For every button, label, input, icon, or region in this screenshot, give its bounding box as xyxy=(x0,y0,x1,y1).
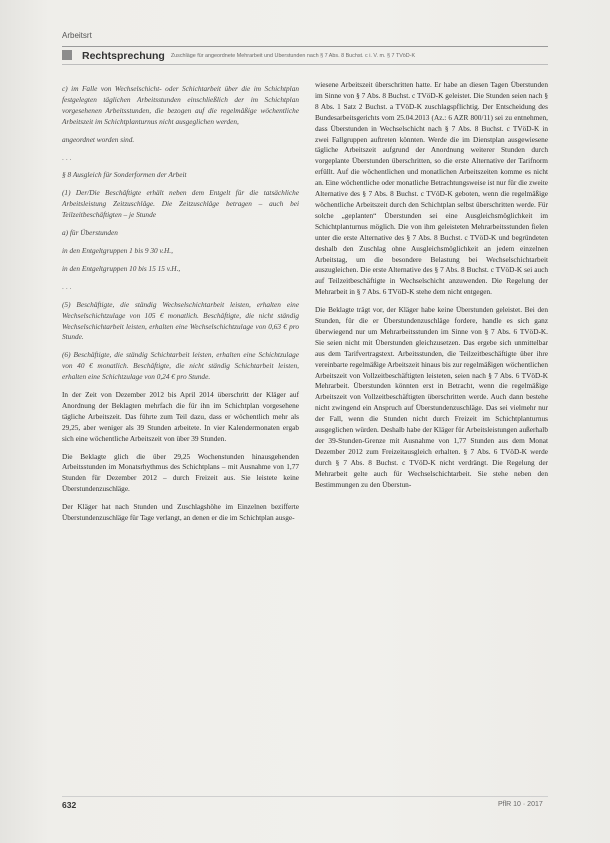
paragraph: In der Zeit von Dezember 2012 bis April 2014 überschritt der Kläger auf Anordnung der Beklagten mehrfach die für ihn im Schichtplan vorgesehene tägliche Arbeitszeit. Das führte zum Teil dazu, dass er wöchentlich mehr als 29,25, aber weniger als 39 Stunden arbeitete. In vier Kalendermonaten ergab sich eine wöchentliche Arbeitszeit von über 39 Stunden. xyxy=(62,390,299,443)
header-bar xyxy=(62,46,548,65)
paragraph: Die Beklagte glich die über 29,25 Wochenstunden hinausgehenden Arbeitsstunden im Monatsrhythmus des Schichtplans – mit Ausnahme von 1,77 Stunden für Dezember 2012 – durch Freizeit aus. Sie leistete keine Überstundenzuschläge. xyxy=(62,451,299,494)
header-subtitle: Zuschläge für angeordnete Mehrarbeit und Überstunden nach § 7 Abs. 8 Buchst. c i. V. m. § 7 TVöD-K xyxy=(170,52,416,59)
paragraph: (6) Beschäftigte, die ständig Schichtarbeit leisten, erhalten eine Schichtzulage von 40 € monatlich. Beschäftigte, die nicht ständig Schichtarbeit leisten, erhalten eine Schichtzulage von 0,24 € pro Stunde. xyxy=(62,350,299,382)
paragraph: c) im Falle von Wechselschicht- oder Schichtarbeit über die im Schichtplan festgelegten täglichen Arbeitsstunden einschließlich der im Schichtplan vorgesehenen Arbeitsstunden, die bezogen auf die regelmäßige wöchentliche Arbeitszeit im Schichtplanturnus nicht ausgeglichen werden, xyxy=(62,84,299,126)
header-title: Rechtsprechung xyxy=(82,49,165,62)
paragraph: (1) Der/Die Beschäftigte erhält neben dem Entgelt für die tatsächliche Arbeitsleistung Zeitzuschläge. Die Zeitzuschläge betragen – auch bei Teilzeitbeschäftigten – je Stunde xyxy=(62,188,299,220)
section-label: Arbeitsrt xyxy=(62,31,92,40)
paragraph: ... xyxy=(62,152,74,162)
paragraph: ... xyxy=(62,281,74,291)
paragraph: a) für Überstunden xyxy=(62,228,118,238)
paragraph: wiesene Arbeitszeit überschritten hatte. Er habe an diesen Tagen Überstunden im Sinne von § 7 Abs. 8 Buchst. c TVöD-K geleistet. Die Stunden seien nach § 8 Abs. 1 Satz 2 Buchst. a TVöD-K zuschlagspflichtig. Der Entscheidung des Bundesarbeitsgerichts vom 25.04.2013 (Az.: 6 AZR 800/11) sei zu entnehmen, dass Überstunden in Wechselschicht nach § 7 Abs. 8 Buchst. c TVöD-K in zwei Fallgruppen auftreten könnten. Werde die im Dienstplan ausgewiesene tägliche Arbeitszeit aufgrund der Anordnung weiterer Stunden durch vorgeplante Überstunden überschritten, so die erste Alternative der Tarifnorm erfüllt. Auf die wöchentlichen und monatlichen Arbeitszeiten komme es nicht an. Eine wöchentliche oder monatliche Betrachtungsweise ist nur für die zweite Alternative des § 7 Abs. 8 Buchst. c TVöD-K geboten, wenn die regelmäßige wöchentliche Arbeitszeit durch den Schichtplan selbst überschritten werde. Für solche „geplanten“ Überstunden sei eine Ausgleichsmöglichkeit im Schichtplanturnus möglich. Die von ihm geleisteten Mehrarbeitsstunden fielen unter die erste Alternative des § 7 Abs. 8 Buchst. c TVöD-K und begründeten deshalb den Zuschlag ohne Ausgleichsmöglichkeit an jedem einzelnen Arbeitstag, um die besondere Belastung bei Wechselschichtarbeit auszugleichen. Die erste Alternative des § 7 Abs. 8 Buchst. c TVöD-K sei auch auf Teilzeitbeschäftigte in Wechselschicht anzuwenden. Die Regelung der Mehrarbeit in § 7 Abs. 6 TVöD-K stehe dem nicht entgegen. xyxy=(315,80,548,297)
paragraph: § 8 Ausgleich für Sonderformen der Arbeit xyxy=(62,170,187,180)
paragraph: (5) Beschäftigte, die ständig Wechselschichtarbeit leisten, erhalten eine Wechselschichtzulage von 105 € monatlich. Beschäftigte, die nicht ständig Wechselschichtarbeit leisten, erhalten eine Wechselschichtzulage von 0,63 € pro Stunde. xyxy=(62,299,299,342)
paragraph: angeordnet worden sind. xyxy=(62,134,135,144)
paragraph: Die Beklagte trägt vor, der Kläger habe keine Überstunden geleistet. Bei den Stunden, für die er Überstundenzuschläge fordere, handle es sich ganz überwiegend nur um Mehrarbeitsstunden im Sinne von § 7 Abs. 6 TVöD-K. Sie seien nicht mit Überstunden gleichzusetzen. Das ergebe sich unmittelbar aus dem Tarifvertragstext. Arbeitsstunden, die Teilzeitbeschäftigte über ihre vereinbarte regelmäßige Arbeitszeit hinaus bis zur regelmäßigen wöchentlichen Arbeitszeit von Vollzeitbeschäftigten leisteten, seien nach § 7 Abs. 6 TVöD-K Mehrarbeit. Überstunden könnten erst in Betracht, wenn die regelmäßige Arbeitszeit von Vollzeitbeschäftigten überschritten werde. Auch dann bestehe nicht zwingend ein Anspruch auf Überstundenzuschläge. Das sei vielmehr nur der Fall, wenn die Stunden nicht durch Freizeit im Schichtplanturnus ausgeglichen würden. Deshalb habe der Kläger für Arbeitsleistungen außerhalb der 39-Stunden-Grenze mit Ausnahme von 1,77 Stunden aus dem Monat Dezember 2012 zum Freizeitausgleich erhalten. § 7 Abs. 6 TVöD-K werde durch § 7 Abs. 8 Buchst. c TVöD-K nicht verdrängt. Die Regelung der Mehrarbeit gelte auch für Wechselschichtarbeit. Sie stehe neben den Bestimmungen zu den Überstun- xyxy=(315,305,548,489)
paragraph: in den Entgeltgruppen 1 bis 9 30 v.H., xyxy=(62,245,173,255)
header-marker-icon xyxy=(62,50,72,60)
paragraph: Der Kläger hat nach Stunden und Zuschlagshöhe im Einzelnen bezifferte Überstundenzuschläge für Tage verlangt, an denen er die im Schichtplan ausge- xyxy=(62,502,299,523)
paragraph: in den Entgeltgruppen 10 bis 15 15 v.H., xyxy=(62,263,181,273)
journal-issue: PflR 10 · 2017 xyxy=(498,801,543,808)
page-number: 632 xyxy=(62,800,77,810)
left-column xyxy=(62,84,299,531)
right-column xyxy=(315,80,548,498)
footer-divider xyxy=(62,796,548,797)
